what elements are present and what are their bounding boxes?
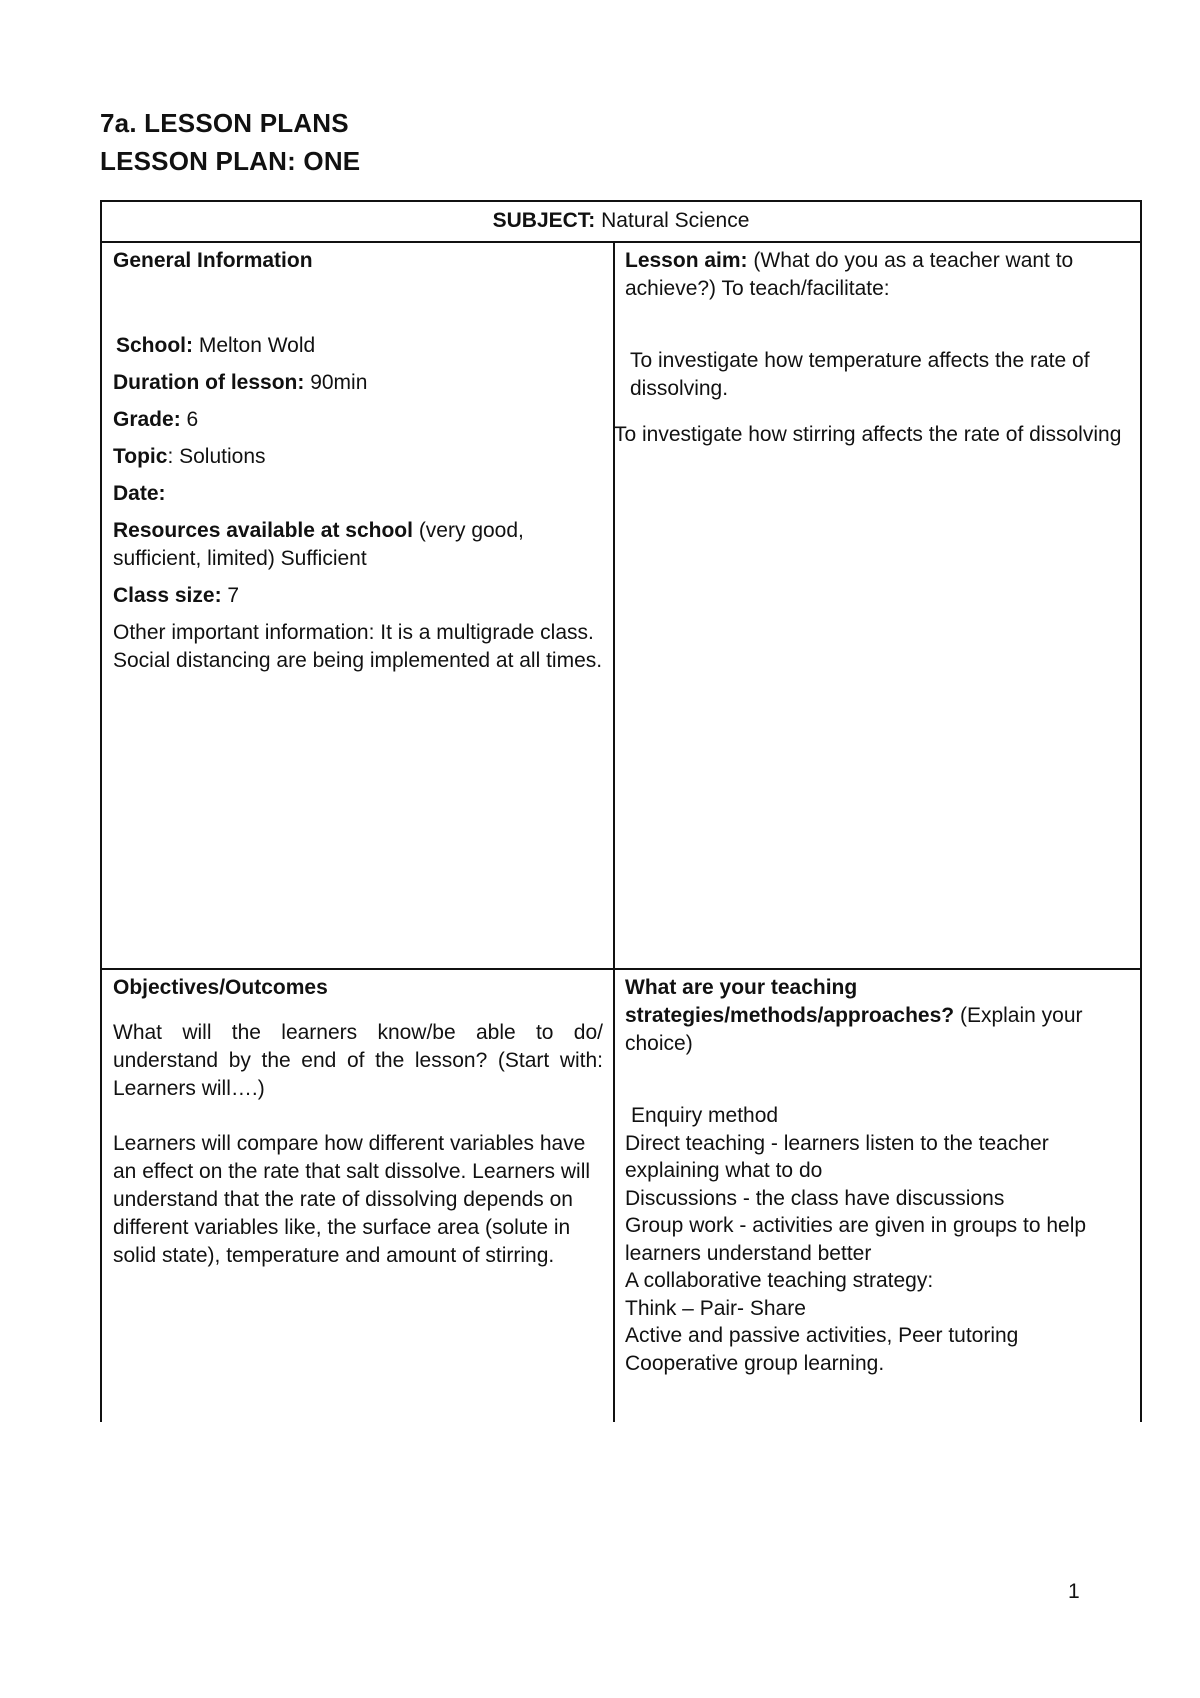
- date-label: Date:: [113, 482, 166, 505]
- strategy-item: Think – Pair- Share: [625, 1296, 806, 1320]
- date-field: [113, 480, 603, 508]
- subject-label: SUBJECT:: [492, 209, 596, 232]
- strategies-title: What are your teaching strategies/methods/approaches?: [625, 976, 955, 1027]
- resources-value: (very good, sufficient, limited) Sufficient: [113, 519, 524, 570]
- strategy-item: Group work - activities are given in groups to help learners understand better: [625, 1214, 1087, 1265]
- lesson-aim-question: (What do you as a teacher want to achieve?) To teach/facilitate:: [625, 249, 1074, 300]
- objectives-question: What will the learners know/be able to do/ understand by the end of the lesson? (Start with: Learners will….): [113, 1021, 603, 1100]
- strategy-item: Enquiry method: [631, 1104, 779, 1127]
- school-label: School:: [116, 334, 193, 357]
- subject-value: Natural Science: [601, 209, 750, 232]
- strategy-item: A collaborative teaching strategy:: [625, 1269, 934, 1292]
- class-size-field: [113, 582, 603, 610]
- lesson-aim-label: Lesson aim:: [625, 249, 748, 272]
- lesson-plan-heading: LESSON PLAN: ONE: [100, 146, 361, 176]
- general-information-cell: [102, 243, 615, 968]
- strategy-item: Active and passive activities, Peer tutoring: [625, 1324, 1019, 1347]
- strategy-item: Discussions - the class have discussions: [625, 1186, 1005, 1210]
- duration-field: [113, 369, 603, 397]
- objectives-title: Objectives/Outcomes: [113, 976, 328, 999]
- other-information: Other important information: It is a multigrade class. Social distancing are being implemented at all times.: [113, 621, 603, 672]
- topic-value: : Solutions: [167, 445, 266, 468]
- strategy-item: Direct teaching - learners listen to the teacher explaining what to do: [625, 1131, 1049, 1182]
- lesson-aim-header: [625, 247, 1130, 303]
- duration-value: 90min: [310, 371, 368, 394]
- strategies-header: [625, 974, 1130, 1058]
- lesson-aim-item: To investigate how temperature affects the rate of dissolving.: [630, 349, 1090, 400]
- topic-field: [113, 443, 603, 471]
- objectives-cell: [102, 970, 615, 1422]
- grade-label: Grade:: [113, 408, 181, 431]
- subject-row: [102, 202, 1140, 243]
- school-value: Melton Wold: [198, 334, 316, 357]
- school-field: [113, 332, 603, 360]
- strategies-cell: [615, 970, 1140, 1422]
- page-number: 1: [1068, 1580, 1080, 1603]
- topic-label: Topic: [113, 445, 168, 468]
- objectives-strategies-row: [102, 970, 1140, 1422]
- general-information-title: General Information: [113, 249, 313, 272]
- grade-value: 6: [186, 408, 199, 431]
- lesson-plan-table: [100, 200, 1142, 1422]
- class-size-value: 7: [227, 584, 240, 607]
- duration-label: Duration of lesson:: [113, 371, 305, 394]
- section-heading: 7a. LESSON PLANS: [100, 108, 349, 138]
- resources-label: Resources available at school: [113, 519, 413, 542]
- class-size-label: Class size:: [113, 584, 222, 607]
- strategy-item: Cooperative group learning.: [625, 1351, 885, 1375]
- lesson-aim-item: To investigate how stirring affects the rate of dissolving: [614, 423, 1122, 446]
- grade-field: [113, 406, 603, 434]
- lesson-aim-cell: [615, 243, 1140, 968]
- info-aim-row: [102, 243, 1140, 970]
- resources-field: [113, 517, 603, 573]
- objectives-answer: Learners will compare how different variables have an effect on the rate that salt dissolve. Learners will understand that the rate of dissolving depends on different variables like, the surface area (solute in solid state), temperature and amount of stirring.: [113, 1132, 591, 1267]
- strategies-note: (Explain your choice): [625, 1004, 1083, 1055]
